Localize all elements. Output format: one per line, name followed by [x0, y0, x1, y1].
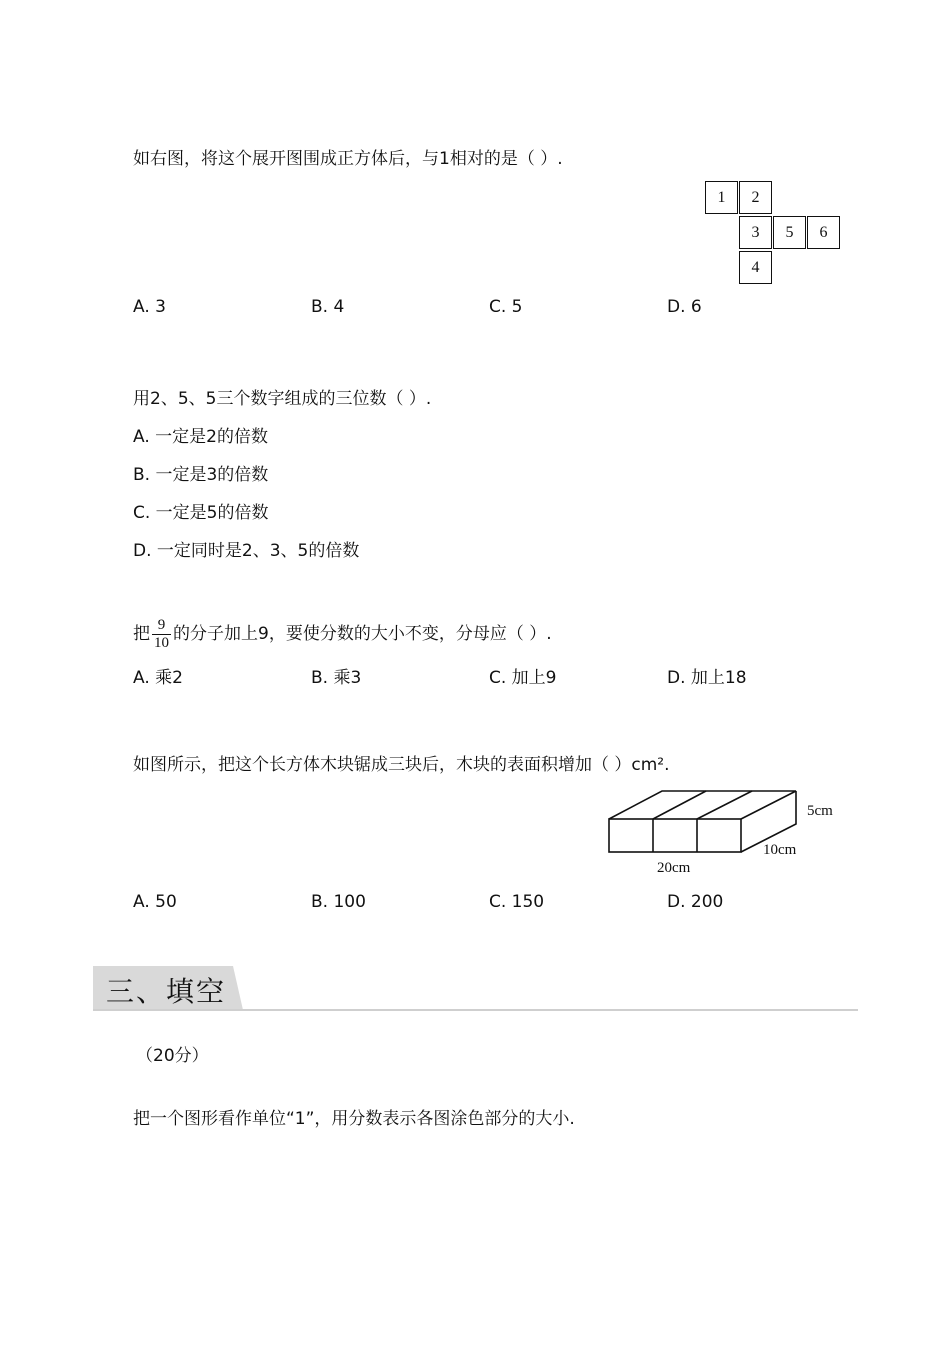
fraction [152, 617, 171, 652]
dim-length-label: 20cm [657, 860, 691, 876]
q3-option-a[interactable]: A. 乘2 [133, 668, 183, 688]
q1-option-b[interactable]: B. 4 [311, 297, 345, 317]
dim-height-label: 5cm [807, 803, 833, 819]
q2-option-c[interactable]: C. 一定是5的倍数 [133, 503, 269, 523]
net-cell-2: 2 [739, 181, 772, 214]
q1-option-a[interactable]: A. 3 [133, 297, 166, 317]
fraction-denominator: 10 [154, 634, 169, 651]
net-cell-3: 3 [739, 216, 772, 249]
q1-option-d[interactable]: D. 6 [667, 297, 702, 317]
net-cell-6: 6 [807, 216, 840, 249]
q4-option-d[interactable]: D. 200 [667, 892, 724, 912]
q4-option-a[interactable]: A. 50 [133, 892, 177, 912]
net-cell-1: 1 [705, 181, 738, 214]
q4-option-c[interactable]: C. 150 [489, 892, 545, 912]
q3-stem [133, 614, 552, 654]
q1-stem: 如右图，将这个展开图围成正方体后，与1相对的是（ ）. [133, 149, 563, 169]
section-score: （20分） [136, 1046, 209, 1066]
section-header [93, 966, 858, 1011]
q4-option-b[interactable]: B. 100 [311, 892, 366, 912]
q3-stem-suffix: 的分子加上9，要使分数的大小不变，分母应（ ）. [173, 624, 552, 644]
q5-stem: 把一个图形看作单位“1”，用分数表示各图涂色部分的大小. [133, 1109, 575, 1129]
dim-width-label: 10cm [763, 842, 797, 858]
cuboid-figure [600, 785, 850, 880]
net-cell-4: 4 [739, 251, 772, 284]
q2-option-d[interactable]: D. 一定同时是2、3、5的倍数 [133, 541, 360, 561]
q1-option-c[interactable]: C. 5 [489, 297, 523, 317]
q3-option-c[interactable]: C. 加上9 [489, 668, 557, 688]
q2-option-b[interactable]: B. 一定是3的倍数 [133, 465, 269, 485]
q4-stem: 如图所示，把这个长方体木块锯成三块后，木块的表面积增加（ ）cm². [133, 755, 670, 775]
q3-option-d[interactable]: D. 加上18 [667, 668, 747, 688]
q2-option-a[interactable]: A. 一定是2的倍数 [133, 427, 268, 447]
section-title: 三、填空 [106, 975, 227, 1008]
q3-stem-prefix: 把 [133, 624, 150, 644]
section-divider [93, 1009, 858, 1011]
fraction-numerator: 9 [152, 617, 171, 635]
net-cell-5: 5 [773, 216, 806, 249]
q3-option-b[interactable]: B. 乘3 [311, 668, 362, 688]
q2-stem: 用2、5、5三个数字组成的三位数（ ）. [133, 389, 432, 409]
